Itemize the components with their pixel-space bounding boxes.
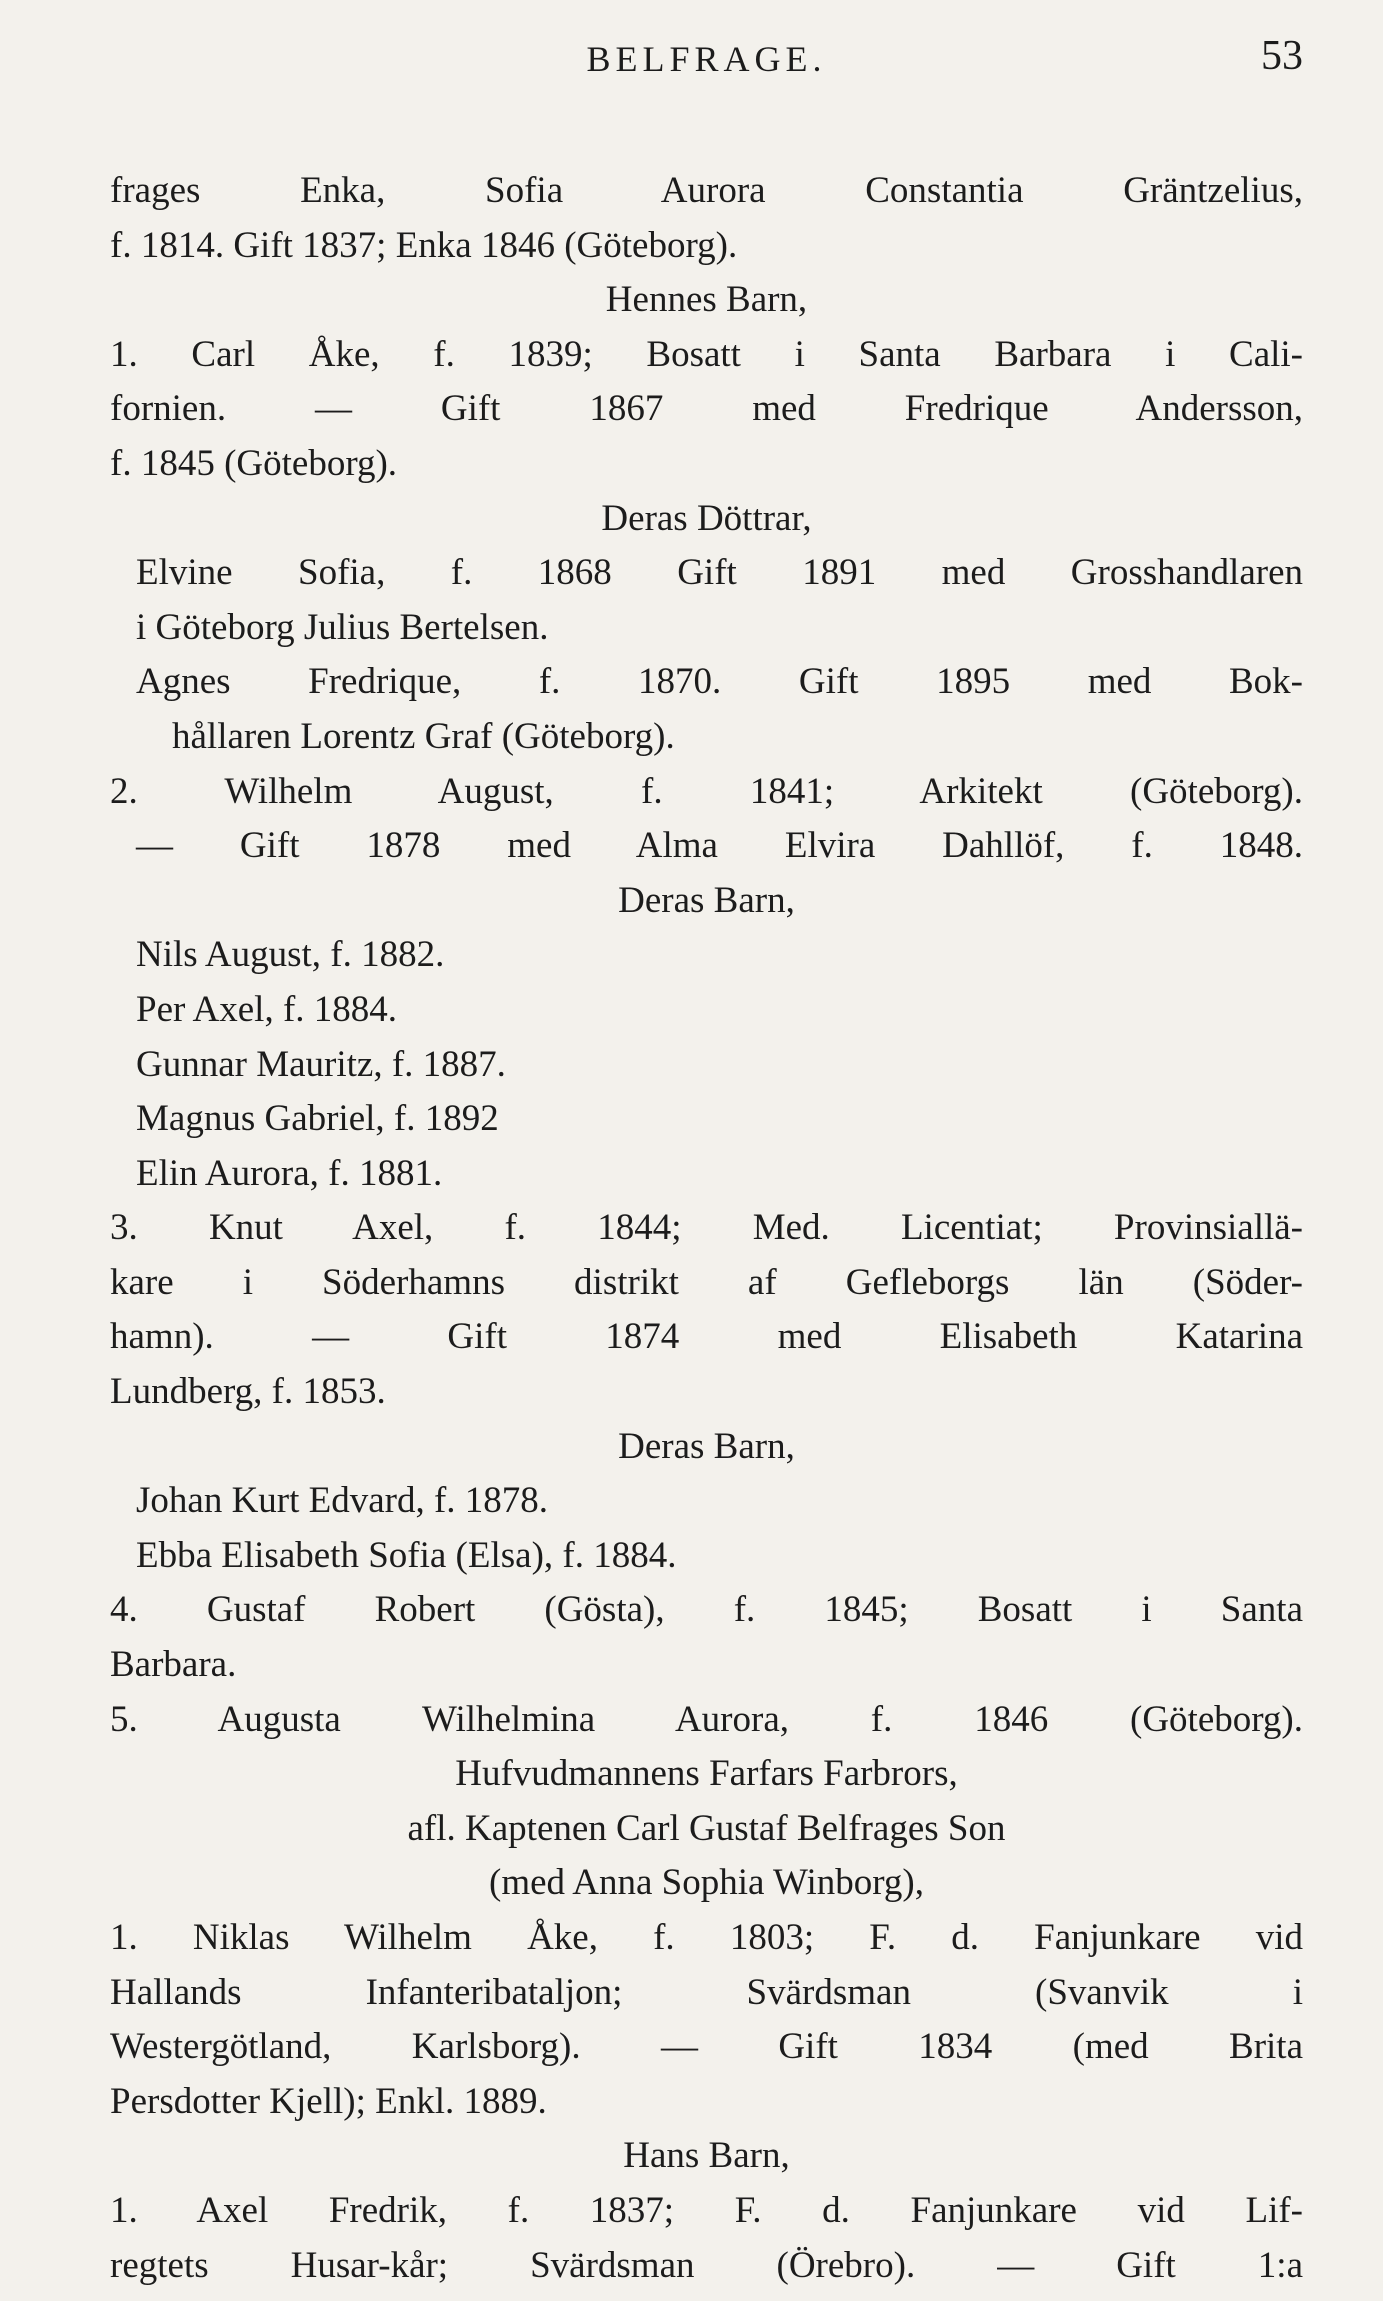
text-line: Lundberg, f. 1853. xyxy=(110,1371,386,1413)
text-line: afl. Kaptenen Carl Gustaf Belfrages Son xyxy=(407,1807,1006,1849)
text-line: 1. Carl Åke, f. 1839; Bosatt i Santa Barbara i Cali- xyxy=(110,333,1303,375)
text-line: (med Anna Sophia Winborg), xyxy=(489,1862,924,1904)
text-line: f. 1814. Gift 1837; Enka 1846 (Göteborg). xyxy=(110,224,738,266)
text-line: kare i Söderhamns distrikt af Gefleborgs län (Söder- xyxy=(110,1261,1303,1303)
text-line: Deras Barn, xyxy=(618,1425,795,1467)
text-line: f. 1845 (Göteborg). xyxy=(110,442,398,484)
text-line: Barbara. xyxy=(110,1644,237,1686)
text-line: Magnus Gabriel, f. 1892 xyxy=(136,1098,499,1140)
text-line: Persdotter Kjell); Enkl. 1889. xyxy=(110,2080,547,2122)
text-line: Agnes Fredrique, f. 1870. Gift 1895 med Bok- xyxy=(136,661,1303,703)
text-line: Westergötland, Karlsborg). — Gift 1834 (med Brita xyxy=(110,2026,1303,2068)
running-head xyxy=(110,30,1303,80)
text-line: hamn). — Gift 1874 med Elisabeth Katarina xyxy=(110,1316,1303,1358)
text-line: Johan Kurt Edvard, f. 1878. xyxy=(136,1480,549,1522)
text-line: Hans Barn, xyxy=(623,2135,790,2177)
text-line: Hufvudmannens Farfars Farbrors, xyxy=(455,1753,958,1795)
text-line: Elin Aurora, f. 1881. xyxy=(136,1152,443,1194)
text-line: 3. Knut Axel, f. 1844; Med. Licentiat; Provinsiallä- xyxy=(110,1207,1303,1249)
text-line: regtets Husar-kår; Svärdsman (Örebro). — Gift 1:a xyxy=(110,2244,1303,2286)
text-line: fornien. — Gift 1867 med Fredrique Andersson, xyxy=(110,388,1303,430)
running-title: BELFRAGE. xyxy=(586,39,827,79)
page-number: 53 xyxy=(1261,33,1303,79)
text-line: 5. Augusta Wilhelmina Aurora, f. 1846 (Göteborg). xyxy=(110,1698,1303,1740)
text-line: hållaren Lorentz Graf (Göteborg). xyxy=(172,715,675,757)
text-line: 2. Wilhelm August, f. 1841; Arkitekt (Göteborg). xyxy=(110,770,1303,812)
text-line: Gunnar Mauritz, f. 1887. xyxy=(136,1043,506,1085)
text-line: Deras Döttrar, xyxy=(601,497,812,539)
text-line: 1. Axel Fredrik, f. 1837; F. d. Fanjunkare vid Lif- xyxy=(110,2189,1303,2231)
text-line: Elvine Sofia, f. 1868 Gift 1891 med Grosshandlaren xyxy=(136,552,1303,594)
text-line: Hallands Infanteribataljon; Svärdsman (Svanvik i xyxy=(110,1971,1303,2013)
text-line: Ebba Elisabeth Sofia (Elsa), f. 1884. xyxy=(136,1534,677,1576)
text-line: i Göteborg Julius Bertelsen. xyxy=(136,606,549,648)
text-line: — Gift 1878 med Alma Elvira Dahllöf, f. 1848. xyxy=(136,825,1303,867)
text-line: Nils August, f. 1882. xyxy=(136,934,445,976)
text-line: Per Axel, f. 1884. xyxy=(136,988,398,1030)
text-body xyxy=(110,164,1303,2293)
text-line: Hennes Barn, xyxy=(605,279,808,321)
text-line: Deras Barn, xyxy=(618,879,795,921)
text-line: 4. Gustaf Robert (Gösta), f. 1845; Bosatt i Santa xyxy=(110,1589,1303,1631)
text-line: 1. Niklas Wilhelm Åke, f. 1803; F. d. Fanjunkare vid xyxy=(110,1917,1303,1958)
text-line: frages Enka, Sofia Aurora Constantia Gräntzelius, xyxy=(110,170,1303,211)
